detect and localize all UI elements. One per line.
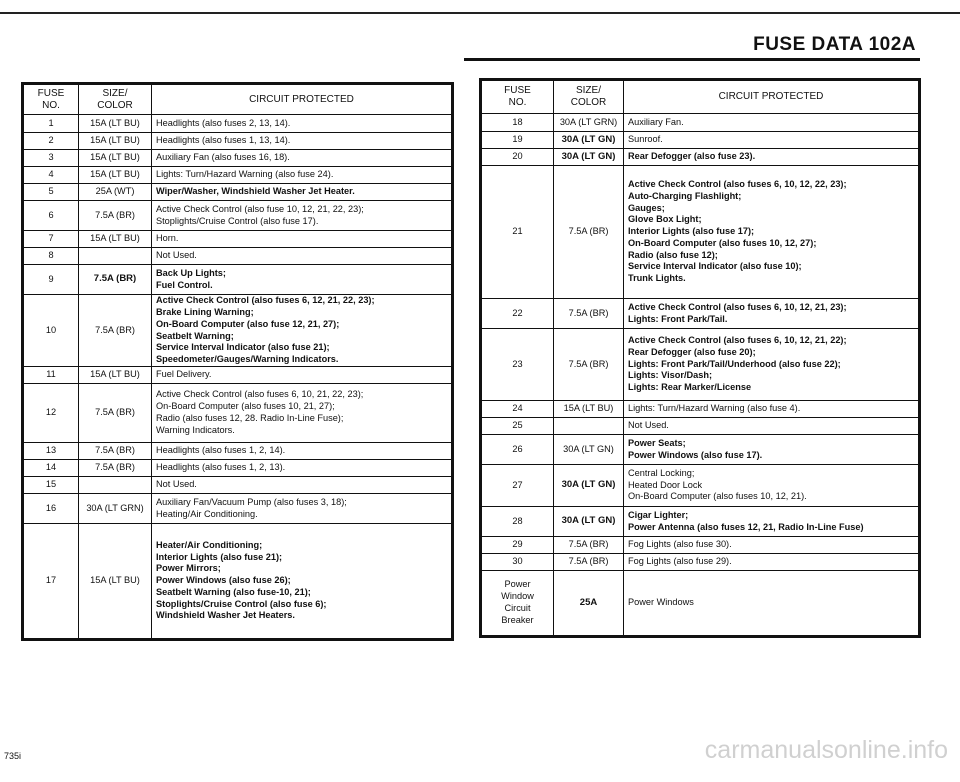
circuit-line: Power Seats; (628, 437, 686, 448)
fuse-size-color: 30A (LT GN) (554, 507, 624, 537)
circuit-line: On-Board Computer (also fuses 10, 12, 21). (628, 491, 807, 502)
circuit-protected (152, 460, 453, 477)
page-title: FUSE DATA 102A (753, 34, 916, 55)
fuse-number: 29 (481, 537, 554, 554)
fuse-number: 4 (23, 167, 79, 184)
fuse-table-left (21, 82, 454, 641)
circuit-line: Active Check Control (also fuses 6, 12, 21, 22, 23); (156, 295, 375, 306)
circuit-line: Headlights (also fuses 1, 13, 14). (156, 135, 291, 146)
fuse-number: 6 (23, 201, 79, 231)
fuse-number: 18 (481, 114, 554, 132)
fuse-number: 20 (481, 149, 554, 166)
circuit-line: Speedometer/Gauges/Warning Indicators. (156, 354, 339, 365)
fuse-size-color: 30A (LT GRN) (554, 114, 624, 132)
fuse-row (481, 571, 920, 637)
circuit-line: Back Up Lights; (156, 267, 226, 278)
circuit-line: Interior Lights (also fuse 21); (156, 551, 283, 562)
circuit-protected (624, 571, 920, 637)
fuse-size-color (554, 418, 624, 435)
fuse-number: 12 (23, 384, 79, 443)
circuit-line: Fog Lights (also fuse 30). (628, 539, 732, 550)
fuse-row (23, 167, 453, 184)
circuit-line: Lights: Turn/Hazard Warning (also fuse 24). (156, 169, 334, 180)
fuse-number: 15 (23, 477, 79, 494)
fuse-row (23, 265, 453, 295)
circuit-line: Rear Defogger (also fuse 20); (628, 346, 756, 357)
fuse-row (23, 494, 453, 524)
circuit-line: Interior Lights (also fuse 17); (628, 226, 755, 237)
fuse-number: 5 (23, 184, 79, 201)
fuse-size-color: 7.5A (BR) (79, 443, 152, 460)
circuit-protected (152, 150, 453, 167)
circuit-protected (152, 184, 453, 201)
fuse-row (23, 231, 453, 248)
circuit-line: Brake Lining Warning; (156, 306, 254, 317)
fuse-number: 9 (23, 265, 79, 295)
circuit-line: Power Mirrors; (156, 563, 221, 574)
fuse-size-color (79, 477, 152, 494)
circuit-protected (152, 248, 453, 265)
circuit-line: Seatbelt Warning (also fuse-10, 21); (156, 586, 311, 597)
fuse-row (23, 150, 453, 167)
fuse-size-color: 7.5A (BR) (79, 460, 152, 477)
circuit-line: Warning Indicators. (156, 424, 235, 435)
circuit-line: Cigar Lighter; (628, 509, 689, 520)
circuit-line: Auxiliary Fan/Vacuum Pump (also fuses 3, 18); (156, 496, 347, 507)
circuit-protected (624, 507, 920, 537)
fuse-number: Power Window Circuit Breaker (481, 571, 554, 637)
fuse-size-color: 15A (LT BU) (79, 167, 152, 184)
circuit-line: Fuel Control. (156, 279, 213, 290)
circuit-line: Wiper/Washer, Windshield Washer Jet Heater. (156, 186, 355, 197)
circuit-protected (152, 265, 453, 295)
circuit-line: Headlights (also fuses 1, 2, 13). (156, 462, 286, 473)
fuse-number: 14 (23, 460, 79, 477)
fuse-number: 7 (23, 231, 79, 248)
fuse-row (481, 132, 920, 149)
circuit-line: Power Windows (also fuse 26); (156, 575, 291, 586)
circuit-line: Central Locking; (628, 467, 695, 478)
circuit-line: Fuel Delivery. (156, 369, 212, 380)
fuse-row (481, 537, 920, 554)
circuit-protected (624, 435, 920, 465)
circuit-line: Headlights (also fuses 2, 13, 14). (156, 117, 291, 128)
circuit-protected (624, 401, 920, 418)
fuse-number: 23 (481, 329, 554, 401)
circuit-line: Lights: Rear Marker/License (628, 382, 752, 393)
circuit-line: On-Board Computer (also fuse 12, 21, 27); (156, 318, 340, 329)
circuit-line: Heating/Air Conditioning. (156, 508, 258, 519)
top-rule (0, 12, 960, 14)
fuse-row (23, 477, 453, 494)
fuse-row (23, 384, 453, 443)
fuse-row (481, 418, 920, 435)
fuse-row (481, 554, 920, 571)
circuit-protected (152, 524, 453, 640)
fuse-size-color: 7.5A (BR) (79, 384, 152, 443)
circuit-line: Horn. (156, 233, 179, 244)
circuit-line: Active Check Control (also fuses 6, 10, 12, 21, 23); (628, 301, 847, 312)
fuse-row (23, 295, 453, 367)
fuse-row (481, 166, 920, 299)
circuit-line: Stoplights/Cruise Control (also fuse 6); (156, 598, 327, 609)
fuse-number: 13 (23, 443, 79, 460)
fuse-number: 8 (23, 248, 79, 265)
circuit-protected-header: CIRCUIT PROTECTED (624, 80, 920, 114)
fuse-size-color: 30A (LT GN) (554, 435, 624, 465)
fuse-number: 21 (481, 166, 554, 299)
model-footer: 735i (4, 751, 22, 761)
circuit-line: Lights: Front Park/Tail. (628, 313, 728, 324)
circuit-line: Gauges; (628, 202, 665, 213)
fuse-size-color: 7.5A (BR) (79, 265, 152, 295)
circuit-line: Seatbelt Warning; (156, 330, 234, 341)
fuse-table-right (479, 78, 921, 638)
fuse-size-color: 7.5A (BR) (554, 329, 624, 401)
fuse-number: 25 (481, 418, 554, 435)
fuse-size-color: 15A (LT BU) (79, 115, 152, 133)
size-color-header: SIZE/ COLOR (79, 84, 152, 115)
table-header-row (481, 80, 920, 114)
circuit-protected (624, 329, 920, 401)
circuit-line: Glove Box Light; (628, 214, 702, 225)
fuse-row (481, 149, 920, 166)
fuse-row (481, 114, 920, 132)
fuse-number: 3 (23, 150, 79, 167)
fuse-number: 30 (481, 554, 554, 571)
circuit-line: Lights: Visor/Dash; (628, 370, 713, 381)
fuse-row (481, 435, 920, 465)
fuse-size-color: 30A (LT GN) (554, 132, 624, 149)
fuse-size-color: 15A (LT BU) (79, 524, 152, 640)
fuse-size-color: 7.5A (BR) (554, 537, 624, 554)
fuse-number: 17 (23, 524, 79, 640)
watermark: carmanualsonline.info (704, 736, 948, 764)
fuse-size-color: 25A (WT) (79, 184, 152, 201)
fuse-row (481, 507, 920, 537)
circuit-line: Rear Defogger (also fuse 23). (628, 151, 756, 162)
circuit-line: Lights: Turn/Hazard Warning (also fuse 4). (628, 403, 801, 414)
circuit-protected (152, 477, 453, 494)
fuse-number: 19 (481, 132, 554, 149)
circuit-line: Radio (also fuse 12); (628, 249, 718, 260)
circuit-line: Headlights (also fuses 1, 2, 14). (156, 445, 286, 456)
circuit-line: Auxiliary Fan. (628, 116, 684, 127)
circuit-line: Auxiliary Fan (also fuses 16, 18). (156, 152, 290, 163)
circuit-protected (152, 295, 453, 367)
fuse-number: 10 (23, 295, 79, 367)
fuse-size-color: 7.5A (BR) (79, 295, 152, 367)
circuit-protected (624, 299, 920, 329)
circuit-protected (152, 133, 453, 150)
circuit-line: Not Used. (156, 250, 197, 261)
fuse-size-color: 7.5A (BR) (554, 554, 624, 571)
circuit-protected (152, 367, 453, 384)
circuit-protected (624, 554, 920, 571)
circuit-line: Fog Lights (also fuse 29). (628, 556, 732, 567)
fuse-row (23, 133, 453, 150)
circuit-line: Not Used. (628, 420, 669, 431)
fuse-number: 11 (23, 367, 79, 384)
fuse-number: 1 (23, 115, 79, 133)
fuse-size-color: 7.5A (BR) (554, 299, 624, 329)
fuse-row (481, 329, 920, 401)
circuit-protected (624, 418, 920, 435)
circuit-protected (624, 132, 920, 149)
circuit-protected-header: CIRCUIT PROTECTED (152, 84, 453, 115)
circuit-line: Lights: Front Park/Tail/Underhood (also fuse 22); (628, 358, 841, 369)
circuit-protected (152, 384, 453, 443)
fuse-size-color (79, 248, 152, 265)
fuse-no-header: FUSE NO. (481, 80, 554, 114)
circuit-protected (152, 494, 453, 524)
size-color-header: SIZE/ COLOR (554, 80, 624, 114)
fuse-number: 22 (481, 299, 554, 329)
fuse-number: 28 (481, 507, 554, 537)
circuit-line: On-Board Computer (also fuses 10, 12, 27); (628, 237, 817, 248)
circuit-line: Service Interval Indicator (also fuse 10); (628, 261, 802, 272)
circuit-line: Power Windows (also fuse 17). (628, 449, 763, 460)
fuse-row (23, 460, 453, 477)
circuit-line: Active Check Control (also fuses 6, 10, 12, 21, 22); (628, 335, 847, 346)
circuit-line: Active Check Control (also fuses 6, 10, 12, 22, 23); (628, 179, 847, 190)
fuse-size-color: 15A (LT BU) (79, 367, 152, 384)
fuse-size-color: 15A (LT BU) (79, 133, 152, 150)
fuse-row (481, 401, 920, 418)
fuse-size-color: 30A (LT GRN) (79, 494, 152, 524)
table-header-row (23, 84, 453, 115)
fuse-size-color: 30A (LT GN) (554, 149, 624, 166)
circuit-line: Heated Door Lock (628, 479, 703, 490)
circuit-line: Active Check Control (also fuses 6, 10, 21, 22, 23); (156, 389, 364, 400)
fuse-row (23, 524, 453, 640)
circuit-protected (624, 149, 920, 166)
fuse-row (481, 299, 920, 329)
fuse-row (23, 443, 453, 460)
circuit-line: Power Windows (628, 597, 694, 608)
fuse-size-color: 15A (LT BU) (79, 231, 152, 248)
fuse-row (23, 184, 453, 201)
circuit-line: Trunk Lights. (628, 273, 686, 284)
fuse-number: 24 (481, 401, 554, 418)
fuse-row (481, 465, 920, 507)
fuse-size-color: 30A (LT GN) (554, 465, 624, 507)
fuse-row (23, 248, 453, 265)
fuse-size-color: 7.5A (BR) (79, 201, 152, 231)
fuse-size-color: 15A (LT BU) (554, 401, 624, 418)
circuit-protected (152, 231, 453, 248)
title-rule (464, 58, 920, 61)
circuit-line: Heater/Air Conditioning; (156, 539, 263, 550)
fuse-size-color: 25A (554, 571, 624, 637)
circuit-line: Radio (also fuses 12, 28. Radio In-Line Fuse); (156, 413, 344, 423)
fuse-number: 2 (23, 133, 79, 150)
circuit-protected (152, 443, 453, 460)
fuse-row (23, 367, 453, 384)
circuit-line: Sunroof. (628, 134, 663, 145)
circuit-line: Auto-Charging Flashlight; (628, 190, 742, 201)
fuse-size-color: 7.5A (BR) (554, 166, 624, 299)
circuit-line: Windshield Washer Jet Heaters. (156, 610, 295, 621)
circuit-line: Power Antenna (also fuses 12, 21, Radio In-Line Fuse) (628, 521, 864, 532)
circuit-line: Not Used. (156, 479, 197, 490)
fuse-row (23, 201, 453, 231)
fuse-number: 16 (23, 494, 79, 524)
circuit-protected (152, 167, 453, 184)
circuit-protected (152, 201, 453, 231)
circuit-protected (624, 537, 920, 554)
circuit-protected (624, 465, 920, 507)
fuse-no-header: FUSE NO. (23, 84, 79, 115)
circuit-line: Service Interval Indicator (also fuse 21); (156, 342, 330, 353)
circuit-line: Stoplights/Cruise Control (also fuse 17). (156, 215, 319, 226)
circuit-line: Active Check Control (also fuse 10, 12, 21, 22, 23); (156, 203, 364, 214)
fuse-number: 26 (481, 435, 554, 465)
fuse-size-color: 15A (LT BU) (79, 150, 152, 167)
fuse-row (23, 115, 453, 133)
fuse-number: 27 (481, 465, 554, 507)
circuit-line: On-Board Computer (also fuses 10, 21, 27); (156, 401, 335, 412)
circuit-protected (624, 114, 920, 132)
circuit-protected (152, 115, 453, 133)
circuit-protected (624, 166, 920, 299)
